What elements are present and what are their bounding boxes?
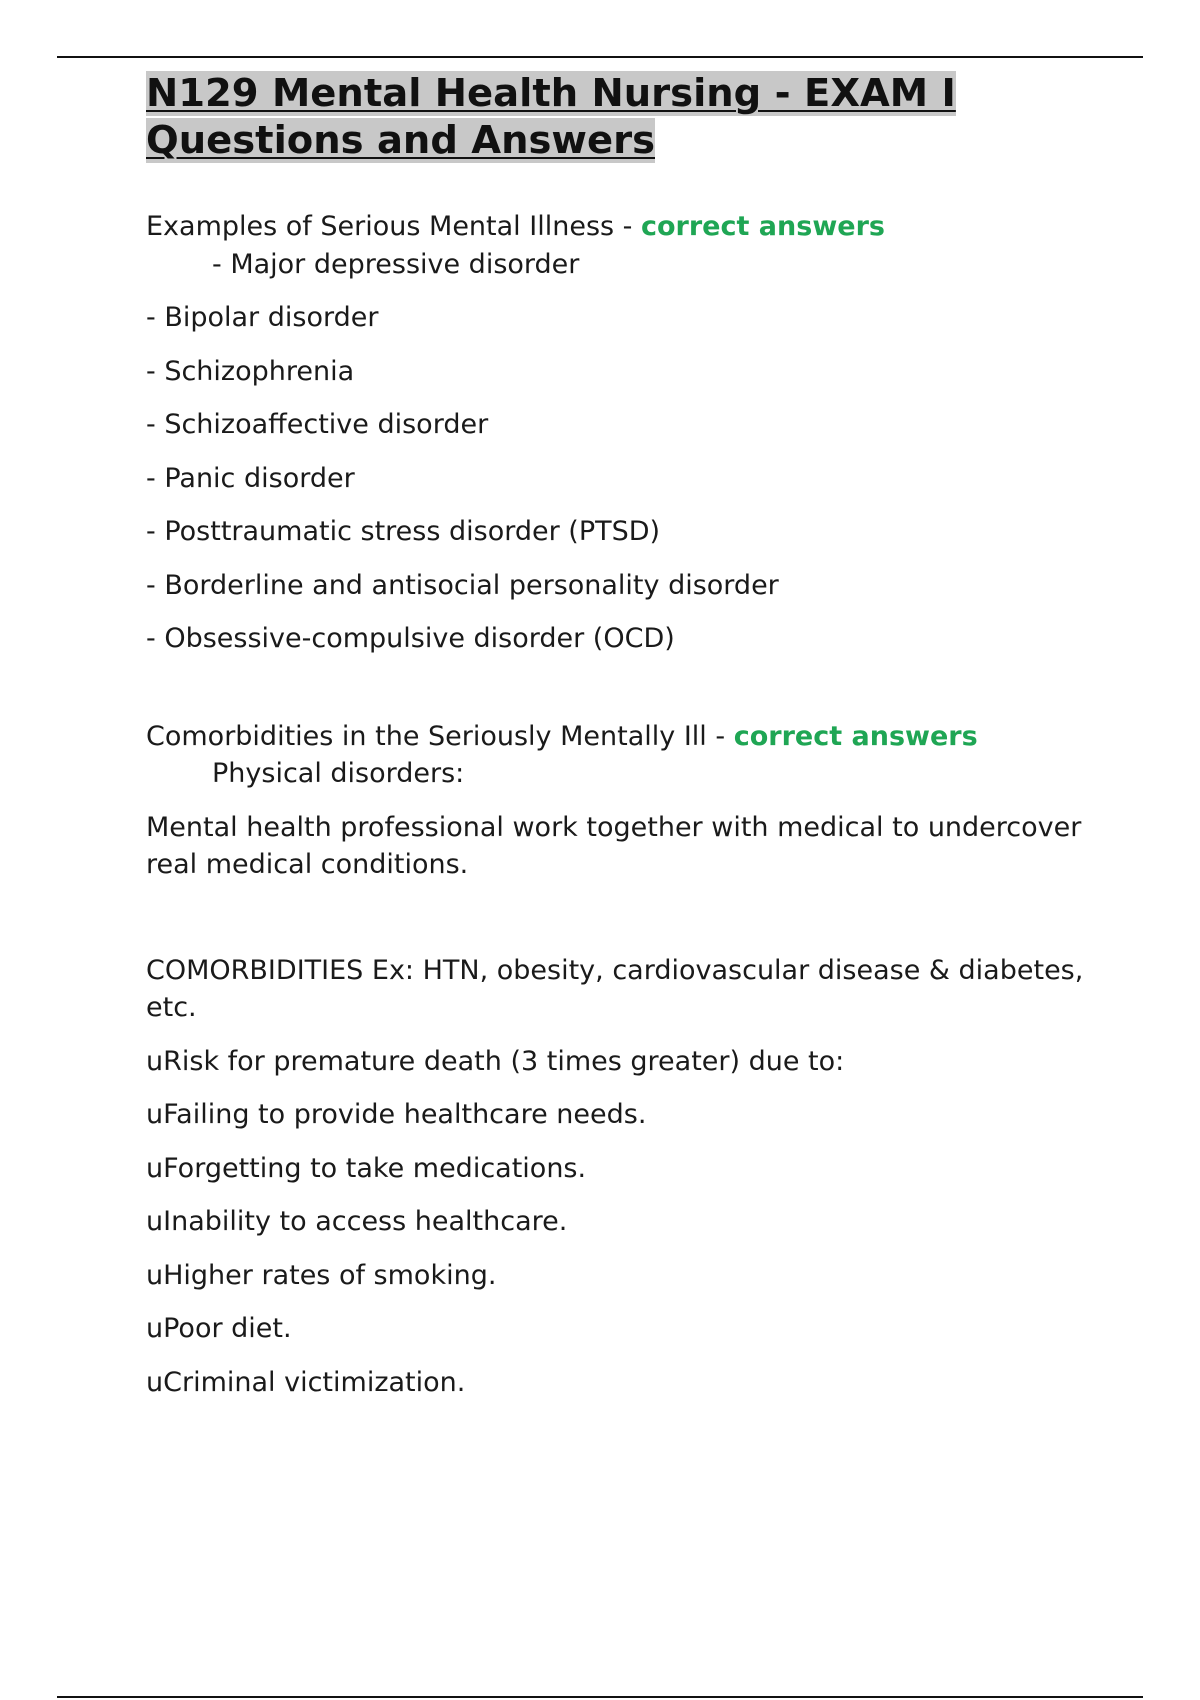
answer-item: - Schizophrenia: [146, 355, 355, 387]
bullet-item: uPoor diet.: [146, 1313, 292, 1344]
bottom-rule: [57, 1696, 1143, 1698]
question-1-answer-first: - Major depressive disorder: [212, 248, 580, 280]
question-1-text: Examples of Serious Mental Illness -: [146, 211, 641, 242]
bullet-item: uFailing to provide healthcare needs.: [146, 1099, 647, 1130]
document-title: [146, 70, 1096, 164]
bullet-item: uForgetting to take medications.: [146, 1152, 587, 1184]
correct-answers-label: correct answers: [641, 211, 885, 242]
title-line-2: Questions and Answers: [146, 118, 655, 163]
question-1: [146, 208, 1096, 283]
answer-item: - Borderline and antisocial personality disorder: [146, 569, 779, 601]
correct-answers-label: correct answers: [733, 720, 978, 752]
top-rule: [57, 56, 1143, 58]
title-line-1: N129 Mental Health Nursing - EXAM I: [146, 71, 956, 116]
bullet-item: uHigher rates of smoking.: [146, 1259, 497, 1291]
question-2-answer-first: Physical disorders:: [212, 758, 465, 789]
bullet-item: uCriminal victimization.: [146, 1366, 466, 1398]
answer-item: - Bipolar disorder: [146, 302, 379, 333]
comorbidities-paragraph: COMORBIDITIES Ex: HTN, obesity, cardiovascular disease & diabetes, etc.: [146, 954, 1084, 1023]
bullet-item: uInability to access healthcare.: [146, 1206, 568, 1237]
answer-paragraph: Mental health professional work together with medical to undercover real medical conditions.: [146, 811, 1082, 880]
answer-item: - Posttraumatic stress disorder (PTSD): [146, 516, 661, 547]
answer-item: - Panic disorder: [146, 462, 355, 494]
answer-item: - Obsessive-compulsive disorder (OCD): [146, 623, 675, 654]
document-body: [146, 70, 1096, 1401]
bullet-item: uRisk for premature death (3 times greater) due to:: [146, 1045, 845, 1077]
answer-item: - Schizoaffective disorder: [146, 409, 489, 440]
question-2: [146, 718, 1096, 793]
question-2-text: Comorbidities in the Seriously Mentally Ill -: [146, 720, 734, 752]
